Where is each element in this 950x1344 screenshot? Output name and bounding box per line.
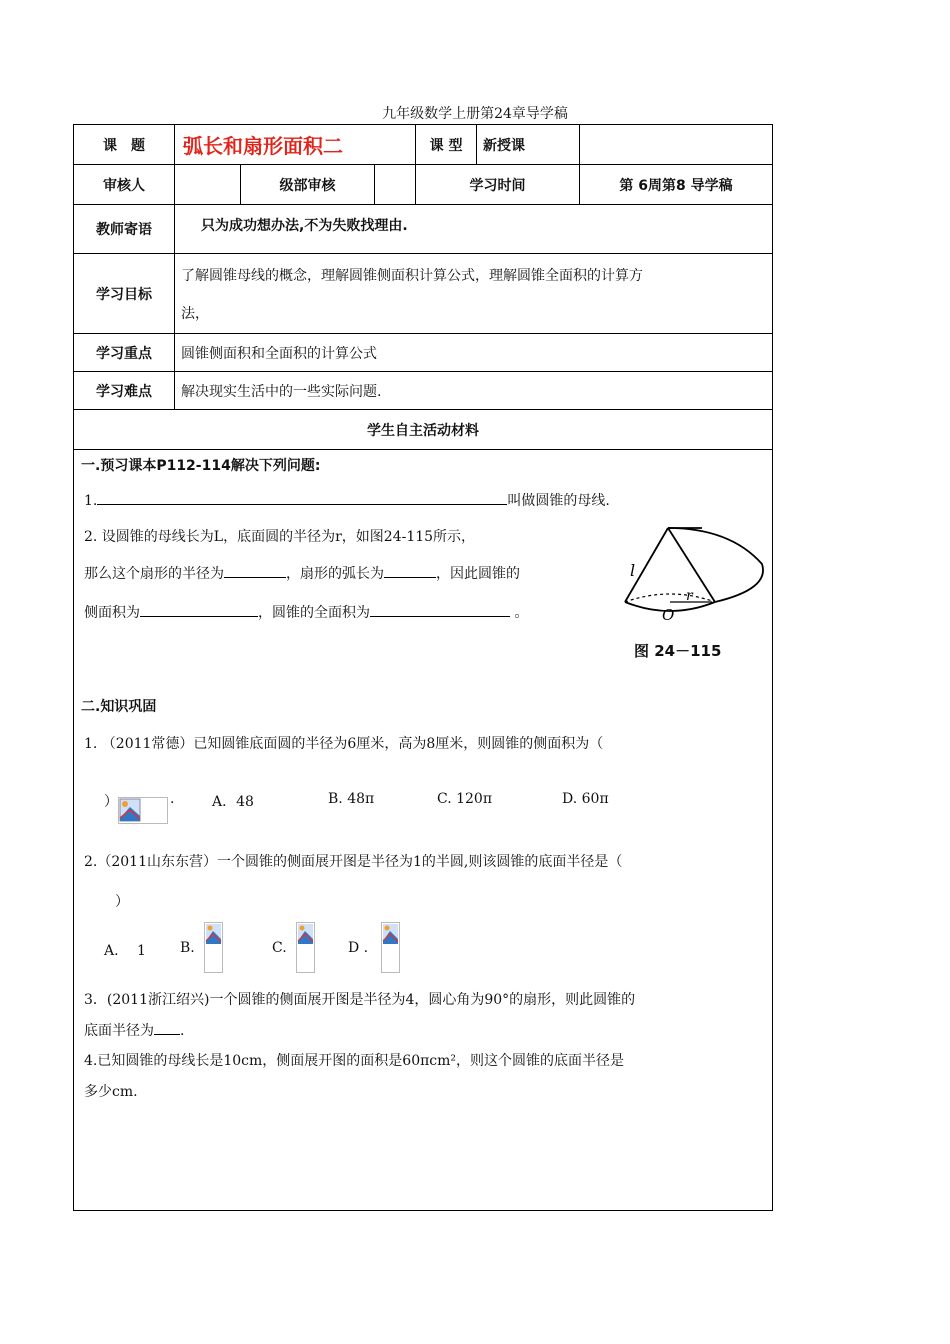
blank-1a <box>97 490 247 505</box>
type-label: 课 型 <box>416 125 477 165</box>
reviewer-label: 审核人 <box>74 165 175 205</box>
blank-total-area <box>370 602 510 617</box>
question-2-line-3: 侧面积为 ，圆锥的全面积为 。 <box>84 602 528 622</box>
goals-line-2: 法， <box>181 306 209 322</box>
goals-line-1: 了解圆锥母线的概念，理解圆锥侧面积计算公式，理解圆锥全面积的计算方 <box>181 268 643 284</box>
difficulty-label: 学习难点 <box>74 372 175 410</box>
problem-4-line-2: 多少cm. <box>84 1084 138 1100</box>
problem-2-option-b: B. <box>180 940 195 956</box>
page-header-title: 九年级数学上册第24章导学稿 <box>382 106 568 122</box>
figure-label-o: O <box>662 606 675 624</box>
type-value: 新授课 <box>477 125 580 165</box>
study-time-label: 学习时间 <box>416 165 580 205</box>
blank-base-radius <box>154 1020 180 1035</box>
question-2-line-2: 那么这个扇形的半径为 ，扇形的弧长为 ，因此圆锥的 <box>84 563 520 583</box>
topic-title: 弧长和扇形面积二 <box>175 125 416 165</box>
problem-2-line-1: 2.（2011山东东营）一个圆锥的侧面展开图是半径为1的半圆,则该圆锥的底面半径是（ <box>84 854 623 870</box>
image-placeholder-icon <box>296 922 315 973</box>
dept-review-label: 级部审核 <box>241 165 375 205</box>
figure-label-r: r <box>686 588 693 604</box>
problem-1-option-a: A．48 <box>212 794 254 810</box>
figure-caption: 图 24－115 <box>634 642 722 660</box>
problem-1-dot: . <box>170 791 175 807</box>
problem-1-line-1: 1. （2011常德）已知圆锥底面圆的半径为6厘米，高为8厘米，则圆锥的侧面积为（ <box>84 736 604 752</box>
base-back-arc <box>625 594 715 602</box>
problem-1-option-b: B. 48π <box>328 791 375 807</box>
difficulty-text: 解决现实生活中的一些实际问题. <box>175 372 773 410</box>
teacher-message: 只为成功想办法,不为失败找理由. <box>175 205 773 254</box>
problem-3-line-2: 底面半径为 . <box>84 1020 184 1040</box>
blank-radius <box>224 563 286 578</box>
problem-2-close: ） <box>115 894 129 910</box>
goals-text <box>175 254 773 334</box>
problem-4-line-1: 4.已知圆锥的母线长是10cm，侧面展开图的面积是60πcm²，则这个圆锥的底面半径是 <box>84 1053 625 1069</box>
problem-1-close: ） <box>104 794 118 810</box>
section2-heading: 二.知识巩固 <box>81 699 157 715</box>
teacher-message-label: 教师寄语 <box>74 205 175 254</box>
sector-arc <box>668 528 763 602</box>
problem-1-option-d: D. 60π <box>562 791 609 807</box>
blank-lateral-area <box>140 602 258 617</box>
lesson-table <box>73 124 773 1211</box>
reviewer-value <box>175 165 241 205</box>
dept-review-value <box>375 165 416 205</box>
cone-figure <box>620 524 770 624</box>
week-info: 第 6周第8 导学稿 <box>580 165 773 205</box>
materials-title: 学生自主活动材料 <box>74 410 773 450</box>
problem-2-option-d: D . <box>348 940 369 956</box>
blank-arc <box>384 563 436 578</box>
focus-label: 学习重点 <box>74 334 175 372</box>
blank-1b <box>247 490 507 505</box>
figure-label-l: l <box>630 561 636 580</box>
question-1: 1. 叫做圆锥的母线. <box>84 490 610 510</box>
question-2-line-1: 2. 设圆锥的母线长为L，底面圆的半径为r，如图24-115所示， <box>84 529 476 545</box>
problem-2-option-a: A. 1 <box>104 943 146 959</box>
image-placeholder-icon <box>118 797 168 824</box>
topic-label: 课 题 <box>74 125 175 165</box>
problem-1-option-c: C. 120π <box>437 791 493 807</box>
problem-3-line-1: 3．(2011浙江绍兴)一个圆锥的侧面展开图是半径为4，圆心角为90°的扇形，则此圆锥的 <box>84 992 636 1008</box>
focus-text: 圆锥侧面积和全面积的计算公式 <box>175 334 773 372</box>
image-placeholder-icon <box>204 922 223 973</box>
image-placeholder-icon <box>381 922 400 973</box>
goals-label: 学习目标 <box>74 254 175 334</box>
type-empty-cell <box>580 125 773 165</box>
problem-2-option-c: C. <box>272 940 287 956</box>
section1-heading: 一.预习课本P112-114解决下列问题: <box>81 458 321 474</box>
